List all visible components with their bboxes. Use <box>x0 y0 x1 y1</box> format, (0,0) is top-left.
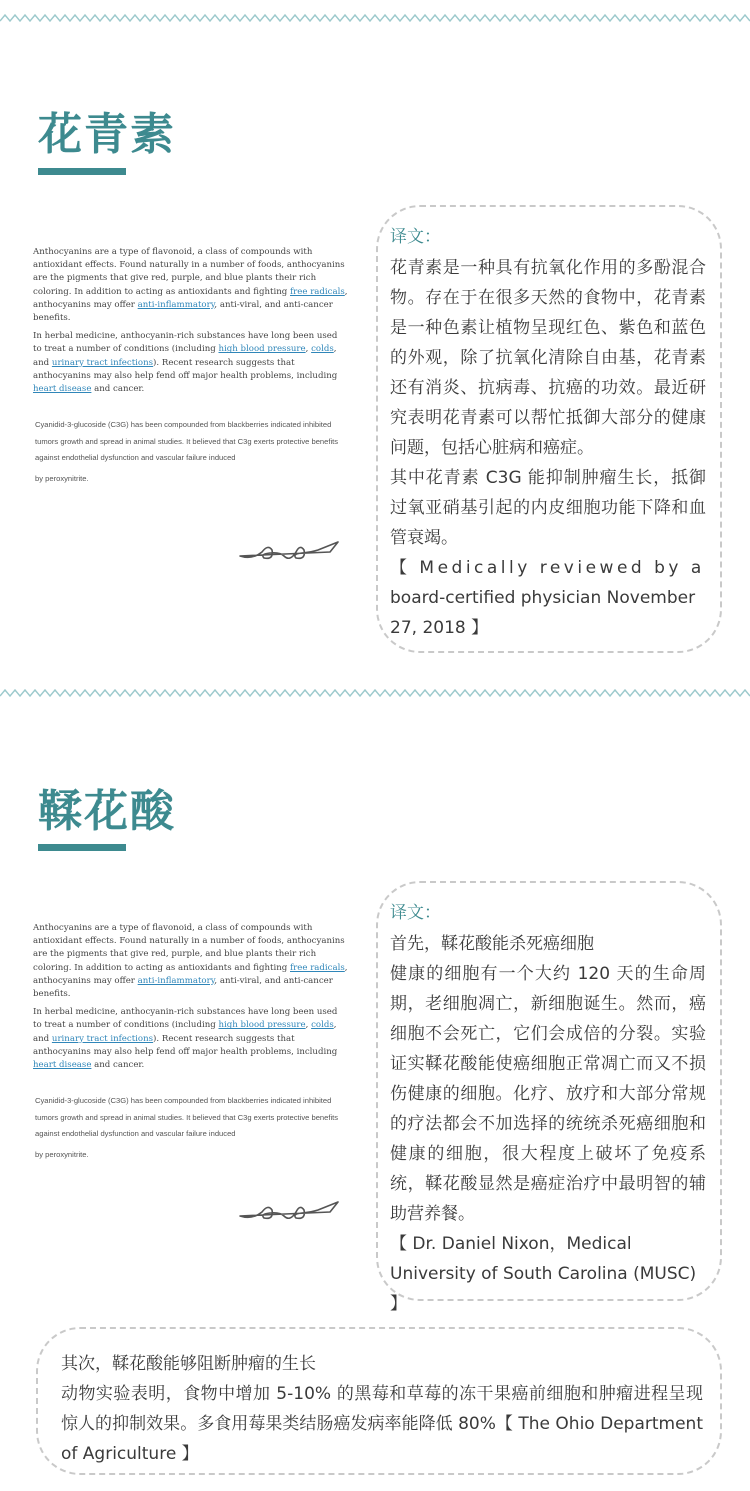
title-underline <box>38 168 126 175</box>
link-heart-disease[interactable]: heart disease <box>33 1060 92 1071</box>
link-free-radicals[interactable]: free radicals <box>290 286 345 297</box>
link-heart-disease[interactable]: heart disease <box>33 384 92 395</box>
english-paragraph: In herbal medicine, anthocyanin-rich substances have long been used to treat a number of conditions (including high blood pressure, colds, and urinary tract infections). Recent research suggests that anthocyanins may also help fend off major health problems, including heart disease and cancer. <box>33 1007 338 1071</box>
translation-label: 译文： <box>390 903 441 923</box>
translation-content <box>390 900 706 1319</box>
zigzag-divider-middle <box>0 687 750 701</box>
link-anti-inflammatory[interactable]: anti-inflammatory <box>137 299 215 310</box>
translation-content <box>390 224 706 643</box>
english-excerpt <box>33 922 348 1077</box>
link-urinary-tract-infections[interactable]: urinary tract infections <box>51 357 154 368</box>
section-title-anthocyanin: 花青素 <box>38 109 176 160</box>
section-title-ellagic-acid: 鞣花酸 <box>38 786 176 837</box>
translation-paragraph: 花青素是一种具有抗氧化作用的多酚混合物。存在于在很多天然的食物中，花青素是一种色素让植物呈现红色、紫色和蓝色的外观，除了抗氧化清除自由基，花青素还有消炎、抗病毒、抗癌的功效。最近研究表明花青素可以帮忙抵御大部分的健康问题，包括心脏病和癌症。 <box>390 258 706 458</box>
english-c3g-excerpt <box>35 1093 345 1163</box>
translation-paragraph: 首先，鞣花酸能杀死癌细胞 <box>390 934 594 954</box>
summary-paragraph: 动物实验表明，食物中增加 5-10% 的黑莓和草莓的冻干果癌前细胞和肿瘤进程呈现惊人的抑制效果。多食用莓果类结肠癌发病率能降低 80%【 The Ohio Department of Agriculture 】 <box>61 1384 703 1464</box>
link-high-blood-pressure[interactable]: high blood pressure <box>218 1020 306 1031</box>
link-colds[interactable]: colds <box>311 1020 334 1031</box>
english-paragraph: Anthocyanins are a type of flavonoid, a class of compounds with antioxidant effects. Found naturally in a number of foods, anthocyanins are the pigments that give red, purple, and blue plants their rich coloring. In addition to acting as antioxidants and fighting free radicals, anthocyanins may offer anti-inflammatory, anti-viral, and anti-cancer benefits. <box>33 923 348 1000</box>
summary-content <box>61 1349 703 1469</box>
summary-heading: 其次，鞣花酸能够阻断肿瘤的生长 <box>61 1354 316 1374</box>
translation-source: 【 Medically reviewed by a <box>390 558 705 578</box>
translation-paragraph: 健康的细胞有一个大约 120 天的生命周期，老细胞凋亡，新细胞诞生。然而，癌细胞不会死亡，它们会成倍的分裂。实验证实鞣花酸能使癌细胞正常凋亡而又不损伤健康的细胞。化疗、放疗和大部分常规的疗法都会不加选择的统统杀死癌细胞和健康的细胞，很大程度上破坏了免疫系统，鞣花酸显然是癌症治疗中最明智的辅助营养餐。 <box>390 964 706 1224</box>
squiggle-arrow-decoration <box>238 536 344 566</box>
title-underline <box>38 844 126 851</box>
translation-source: board-certified physician November 27, 2018 】 <box>390 588 696 638</box>
translation-label: 译文： <box>390 227 441 247</box>
link-colds[interactable]: colds <box>311 344 334 355</box>
translation-source: 【 Dr. Daniel Nixon，Medical University of South Carolina (MUSC) 】 <box>390 1234 697 1314</box>
translation-paragraph: 其中花青素 C3G 能抑制肿瘤生长，抵御过氧亚硝基引起的内皮细胞功能下降和血管衰竭。 <box>390 468 706 548</box>
english-c3g-excerpt <box>35 417 345 487</box>
squiggle-arrow-decoration <box>238 1196 344 1226</box>
english-c3g-paragraph-end: by peroxynitrite. <box>35 1149 89 1159</box>
link-anti-inflammatory[interactable]: anti-inflammatory <box>137 975 215 986</box>
english-paragraph: Anthocyanins are a type of flavonoid, a class of compounds with antioxidant effects. Found naturally in a number of foods, anthocyanins are the pigments that give red, purple, and blue plants their rich coloring. In addition to acting as antioxidants and fighting free radicals, anthocyanins may offer anti-inflammatory, anti-viral, and anti-cancer benefits. <box>33 247 348 324</box>
link-free-radicals[interactable]: free radicals <box>290 962 345 973</box>
zigzag-divider-top <box>0 12 750 26</box>
english-paragraph: In herbal medicine, anthocyanin-rich substances have long been used to treat a number of conditions (including high blood pressure, colds, and urinary tract infections). Recent research suggests that anthocyanins may also help fend off major health problems, including heart disease and cancer. <box>33 331 338 395</box>
english-c3g-paragraph: Cyanidid-3-glucoside (C3G) has been compounded from blackberries indicated inhibited tumors growth and spread in animal studies. It believed that C3g exerts protective benefits against endothelial dysfunction and vascular failure induced <box>35 420 339 462</box>
english-c3g-paragraph-end: by peroxynitrite. <box>35 473 89 483</box>
link-urinary-tract-infections[interactable]: urinary tract infections <box>51 1033 154 1044</box>
english-c3g-paragraph: Cyanidid-3-glucoside (C3G) has been compounded from blackberries indicated inhibited tumors growth and spread in animal studies. It believed that C3g exerts protective benefits against endothelial dysfunction and vascular failure induced <box>35 1096 339 1138</box>
link-high-blood-pressure[interactable]: high blood pressure <box>218 344 306 355</box>
english-excerpt <box>33 246 348 401</box>
